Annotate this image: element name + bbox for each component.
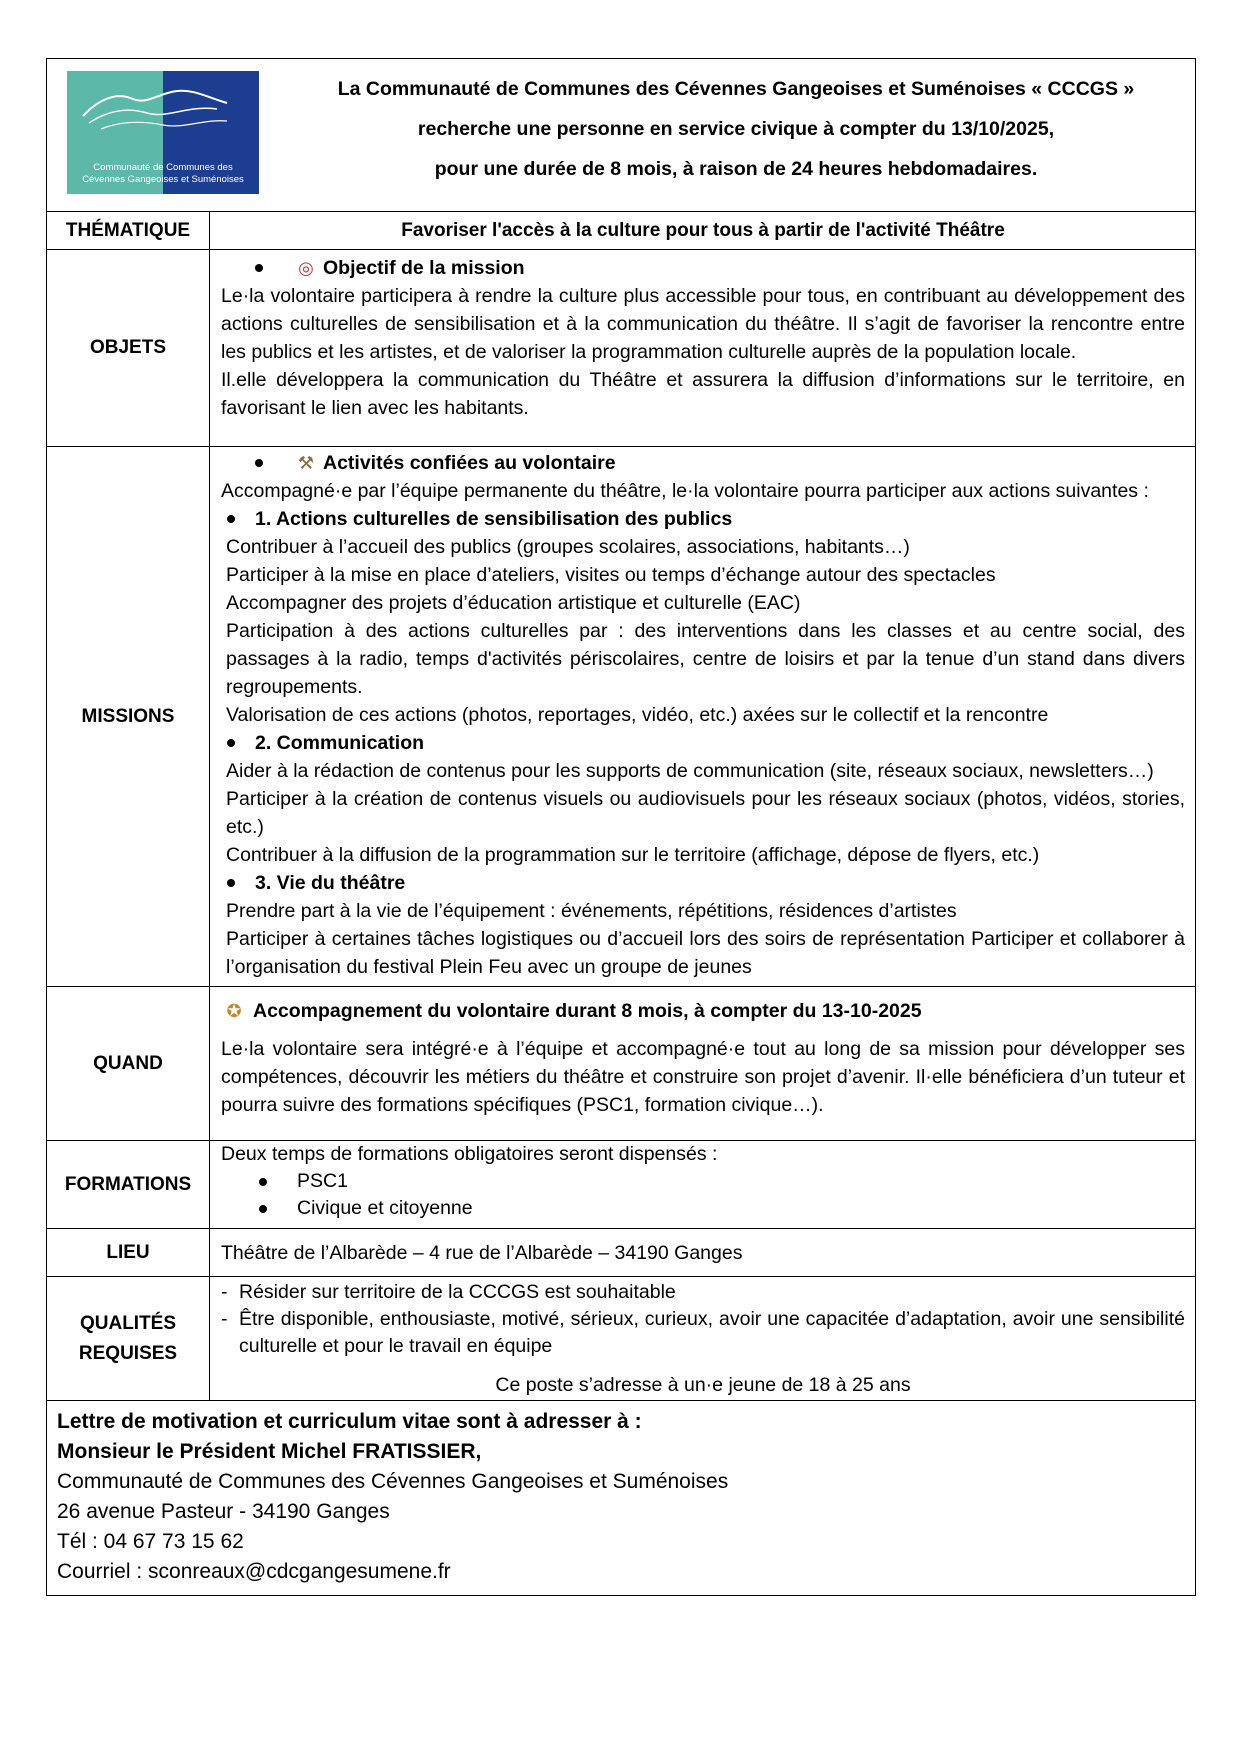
bullet-icon <box>255 264 263 272</box>
bullet-icon <box>227 739 235 747</box>
value-thematique: Favoriser l'accès à la culture pour tous à partir de l'activité Théâtre <box>401 219 1005 241</box>
qualites-item: - Être disponible, enthousiaste, motivé, sérieux, curieux, avoir une capacitée d’adaptation, avoir une sensibilité culturelle et pour le travail en équipe <box>221 1308 1185 1357</box>
row-qualites <box>47 1277 1195 1401</box>
label-thematique: THÉMATIQUE <box>47 212 210 249</box>
missions-s1-item: Participer à la mise en place d’ateliers, visites ou temps d’échange autour des spectacles <box>226 564 996 586</box>
bullet-icon <box>255 459 263 467</box>
footer-organisation: Communauté de Communes des Cévennes Gangeoises et Suménoises <box>57 1470 729 1493</box>
missions-section-1-title: 1. Actions culturelles de sensibilisation des publics <box>221 505 1185 533</box>
bullet-icon <box>259 1205 267 1213</box>
missions-s1-item: Valorisation de ces actions (photos, reportages, vidéo, etc.) axées sur le collectif et la rencontre <box>226 704 1049 726</box>
header-line3: pour une durée de 8 mois, à raison de 24 heures hebdomadaires. <box>434 158 1038 180</box>
bullet-icon <box>259 1178 267 1186</box>
missions-heading: ⚒ Activités confiées au volontaire <box>221 449 1185 477</box>
bullet-icon <box>227 515 235 523</box>
missions-s2-item: Contribuer à la diffusion de la programmation sur le territoire (affichage, dépose de flyers, etc.) <box>226 844 1040 866</box>
content-objets <box>210 250 1195 446</box>
label-lieu: LIEU <box>47 1229 210 1276</box>
missions-s3-item: Participer à certaines tâches logistiques ou d’accueil lors des soirs de représentation Participer et collaborer à l’organisation du festival Plein Feu avec un groupe de jeunes <box>226 928 1185 978</box>
header-line2: recherche une personne en service civique à compter du 13/10/2025, <box>417 118 1055 140</box>
label-formations: FORMATIONS <box>47 1141 210 1228</box>
logo-text-line1: Communauté de Communes des <box>93 162 233 173</box>
logo-hills-icon <box>67 71 259 151</box>
value-lieu: Théâtre de l’Albarède – 4 rue de l’Albarède – 34190 Ganges <box>221 1241 743 1264</box>
row-thematique <box>47 212 1195 250</box>
missions-s2-item: Participer à la création de contenus visuels ou audiovisuels pour les réseaux sociaux (photos, vidéos, stories, etc.) <box>226 788 1185 838</box>
objets-paragraph-2: Il.elle développera la communication du Théâtre et assurera la diffusion d’informations sur le territoire, en favorisant le lien avec les habitants. <box>221 369 1185 419</box>
qualites-note: Ce poste s’adresse à un·e jeune de 18 à 25 ans <box>495 1374 911 1396</box>
content-formations <box>210 1141 1195 1228</box>
header-line1: La Communauté de Communes des Cévennes Gangeoises et Suménoises « CCCGS » <box>337 78 1135 100</box>
row-lieu <box>47 1229 1195 1277</box>
qualites-item: - Résider sur territoire de la CCCGS est souhaitable <box>221 1281 676 1303</box>
quand-heading: ✪ Accompagnement du volontaire durant 8 mois, à compter du 13-10-2025 <box>221 997 1185 1025</box>
label-qualites <box>47 1277 210 1400</box>
row-missions <box>47 447 1195 987</box>
row-formations <box>47 1141 1195 1229</box>
row-quand <box>47 987 1195 1141</box>
footer-recipient: Monsieur le Président Michel FRATISSIER, <box>57 1440 482 1463</box>
contact-footer <box>47 1401 1195 1595</box>
footer-email: Courriel : sconreaux@cdcgangesumene.fr <box>57 1560 451 1583</box>
content-qualites <box>210 1277 1195 1400</box>
missions-intro: Accompagné·e par l’équipe permanente du théâtre, le·la volontaire pourra participer aux actions suivantes : <box>221 480 1149 502</box>
missions-s1-item: Participation à des actions culturelles par : des interventions dans les classes et au centre social, des passages à la radio, temps d'activités périscolaires, centre de loisirs et par la tenue d’un stand dans divers regroupements. <box>226 620 1185 698</box>
cccgs-logo <box>67 71 259 194</box>
label-quand: QUAND <box>47 987 210 1140</box>
missions-s3-item: Prendre part à la vie de l’équipement : événements, répétitions, résidences d’artistes <box>226 900 957 922</box>
content-quand <box>210 987 1195 1140</box>
tools-icon: ⚒ <box>297 453 315 473</box>
label-missions: MISSIONS <box>47 447 210 986</box>
target-icon: ◎ <box>298 258 314 278</box>
bullet-icon <box>227 879 235 887</box>
label-qualites-line1: QUALITÉS <box>79 1312 177 1334</box>
missions-section-3-title: 3. Vie du théâtre <box>221 869 1185 897</box>
job-offer-document <box>46 58 1196 1596</box>
missions-s2-item: Aider à la rédaction de contenus pour les supports de communication (site, réseaux sociaux, newsletters…) <box>226 760 1154 782</box>
quand-text: Le·la volontaire sera intégré·e à l’équipe et accompagné·e tout au long de sa mission pour développer ses compétences, découvrir les métiers du théâtre et construire son projet d’avenir. Il·elle bénéficiera d’un tuteur et pourra suivre des formations spécifiques (PSC1, formation civique…). <box>221 1038 1185 1116</box>
footer-line1: Lettre de motivation et curriculum vitae sont à adresser à : <box>57 1410 642 1433</box>
missions-s1-item: Accompagner des projets d’éducation artistique et culturelle (EAC) <box>226 592 801 614</box>
formations-item: PSC1 <box>221 1168 1185 1195</box>
content-missions <box>210 447 1195 986</box>
document-header <box>47 59 1195 212</box>
label-objets: OBJETS <box>47 250 210 446</box>
header-text <box>287 69 1185 189</box>
label-qualites-line2: REQUISES <box>78 1342 178 1364</box>
footer-phone: Tél : 04 67 73 15 62 <box>57 1530 244 1553</box>
objets-paragraph-1: Le·la volontaire participera à rendre la culture plus accessible pour tous, en contribuant au développement des actions culturelles de sensibilisation et à la communication du théâtre. Il s’agit de favoriser la rencontre entre les publics et les artistes, et de valoriser la programmation culturelle auprès de la population locale. <box>221 285 1185 363</box>
compass-icon: ✪ <box>226 1001 242 1021</box>
row-objets <box>47 250 1195 447</box>
footer-address: 26 avenue Pasteur - 34190 Ganges <box>57 1500 390 1523</box>
missions-s1-item: Contribuer à l’accueil des publics (groupes scolaires, associations, habitants…) <box>226 536 910 558</box>
formations-intro: Deux temps de formations obligatoires seront dispensés : <box>221 1143 718 1165</box>
formations-item: Civique et citoyenne <box>221 1195 1185 1222</box>
logo-text-line2: Cévennes Gangeoises et Suménoises <box>82 174 244 185</box>
objets-heading: ◎ Objectif de la mission <box>221 254 1185 282</box>
missions-section-2-title: 2. Communication <box>221 729 1185 757</box>
